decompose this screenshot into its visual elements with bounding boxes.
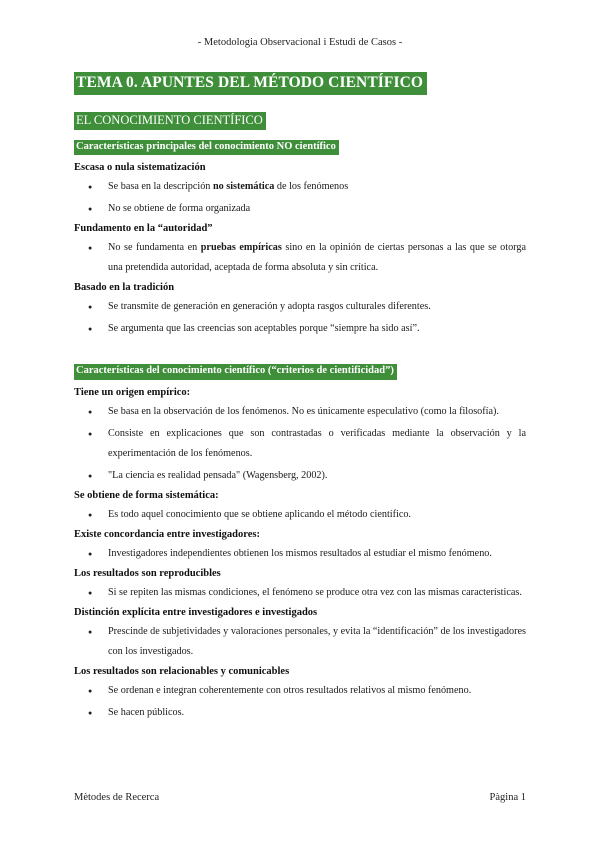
list-item xyxy=(74,544,526,564)
topic-title: Fundamento en la “autoridad” xyxy=(74,223,213,235)
bullet-list xyxy=(74,177,526,219)
bullet-emphasis: pruebas empíricas xyxy=(200,242,282,254)
topic-title: Tiene un origen empírico: xyxy=(74,386,191,398)
page-header: - Metodologia Observacional i Estudi de Casos - xyxy=(197,37,403,48)
list-item xyxy=(74,424,526,464)
bullet-list xyxy=(74,505,526,525)
bullet-text: Se basa en la descripción xyxy=(108,181,213,193)
topic-title: Se obtiene de forma sistemática: xyxy=(74,489,219,501)
list-item xyxy=(74,177,526,197)
topic-title: Escasa o nula sistematización xyxy=(74,162,206,174)
list-item xyxy=(74,505,526,525)
bullet-text: Se argumenta que las creencias son aceptables porque “siempre ha sido así”. xyxy=(108,323,420,335)
footer-page-number: Pàgina 1 xyxy=(489,792,526,803)
bullet-list xyxy=(74,297,526,339)
bullet-text-continued: de los fenómenos xyxy=(274,181,349,193)
bullet-text: Consiste en explicaciones que son contrastadas o verificadas mediante la observación y la experimentación de los fenómenos. xyxy=(108,427,526,459)
footer-course: Mètodes de Recerca xyxy=(74,792,160,803)
list-item xyxy=(74,402,526,422)
bullet-list xyxy=(74,583,526,603)
list-item xyxy=(74,199,526,219)
list-item xyxy=(74,583,526,603)
bullet-text: Se basa en la observación de los fenómenos. No es únicamente especulativo (como la filosofía). xyxy=(108,405,499,417)
bullet-list xyxy=(74,238,526,278)
topic-title: Existe concordancia entre investigadores: xyxy=(74,528,260,540)
topic-title: Los resultados son relacionables y comunicables xyxy=(74,665,290,677)
document-title: TEMA 0. APUNTES DEL MÉTODO CIENTÍFICO xyxy=(74,72,427,95)
subsection-heading: Características del conocimiento científico (“criterios de cientificidad”) xyxy=(74,364,397,380)
bullet-text-continued: sino en la opinión de ciertas personas a las que se otorga una pretendida autoridad, aceptada de forma absoluta y sin crítica. xyxy=(108,242,526,274)
bullet-text: Se hacen públicos. xyxy=(108,706,185,718)
bullet-list xyxy=(74,622,526,662)
sections-container xyxy=(74,136,526,723)
bullet-list xyxy=(74,544,526,564)
subsection-heading: Características principales del conocimiento NO científico xyxy=(74,140,339,156)
bullet-text: No se fundamenta en xyxy=(108,242,201,254)
list-item xyxy=(74,238,526,278)
page-footer xyxy=(74,792,526,803)
bullet-text: Prescinde de subjetividades y valoraciones personales, y evita la “identificación” de los investigadores con los investigados. xyxy=(108,625,526,657)
topic-title: Los resultados son reproducibles xyxy=(74,567,221,579)
bullet-text: No se obtiene de forma organizada xyxy=(108,203,251,215)
bullet-text: Investigadores independientes obtienen los mismos resultados al estudiar el mismo fenómeno. xyxy=(108,547,492,559)
bullet-text: Es todo aquel conocimiento que se obtiene aplicando el método científico. xyxy=(108,508,411,520)
bullet-list xyxy=(74,402,526,486)
bullet-emphasis: no sistemática xyxy=(212,181,275,193)
section-heading: EL CONOCIMIENTO CIENTÍFICO xyxy=(74,112,266,130)
topic-title: Distinción explícita entre investigadores e investigados xyxy=(74,606,318,618)
bullet-text: Se transmite de generación en generación y adopta rasgos culturales diferentes. xyxy=(108,301,431,313)
list-item xyxy=(74,319,526,339)
bullet-text: Se ordenan e integran coherentemente con otros resultados relativos al mismo fenómeno. xyxy=(108,684,472,696)
bullet-text: Si se repiten las mismas condiciones, el fenómeno se produce otra vez con las mismas características. xyxy=(108,586,522,598)
list-item xyxy=(74,466,526,486)
list-item xyxy=(74,622,526,662)
bullet-text: "La ciencia es realidad pensada" (Wagensberg, 2002). xyxy=(108,469,328,481)
bullet-list xyxy=(74,681,526,723)
document-body xyxy=(74,72,526,725)
list-item xyxy=(74,703,526,723)
list-item xyxy=(74,681,526,701)
list-item xyxy=(74,297,526,317)
topic-title: Basado en la tradición xyxy=(74,282,175,294)
